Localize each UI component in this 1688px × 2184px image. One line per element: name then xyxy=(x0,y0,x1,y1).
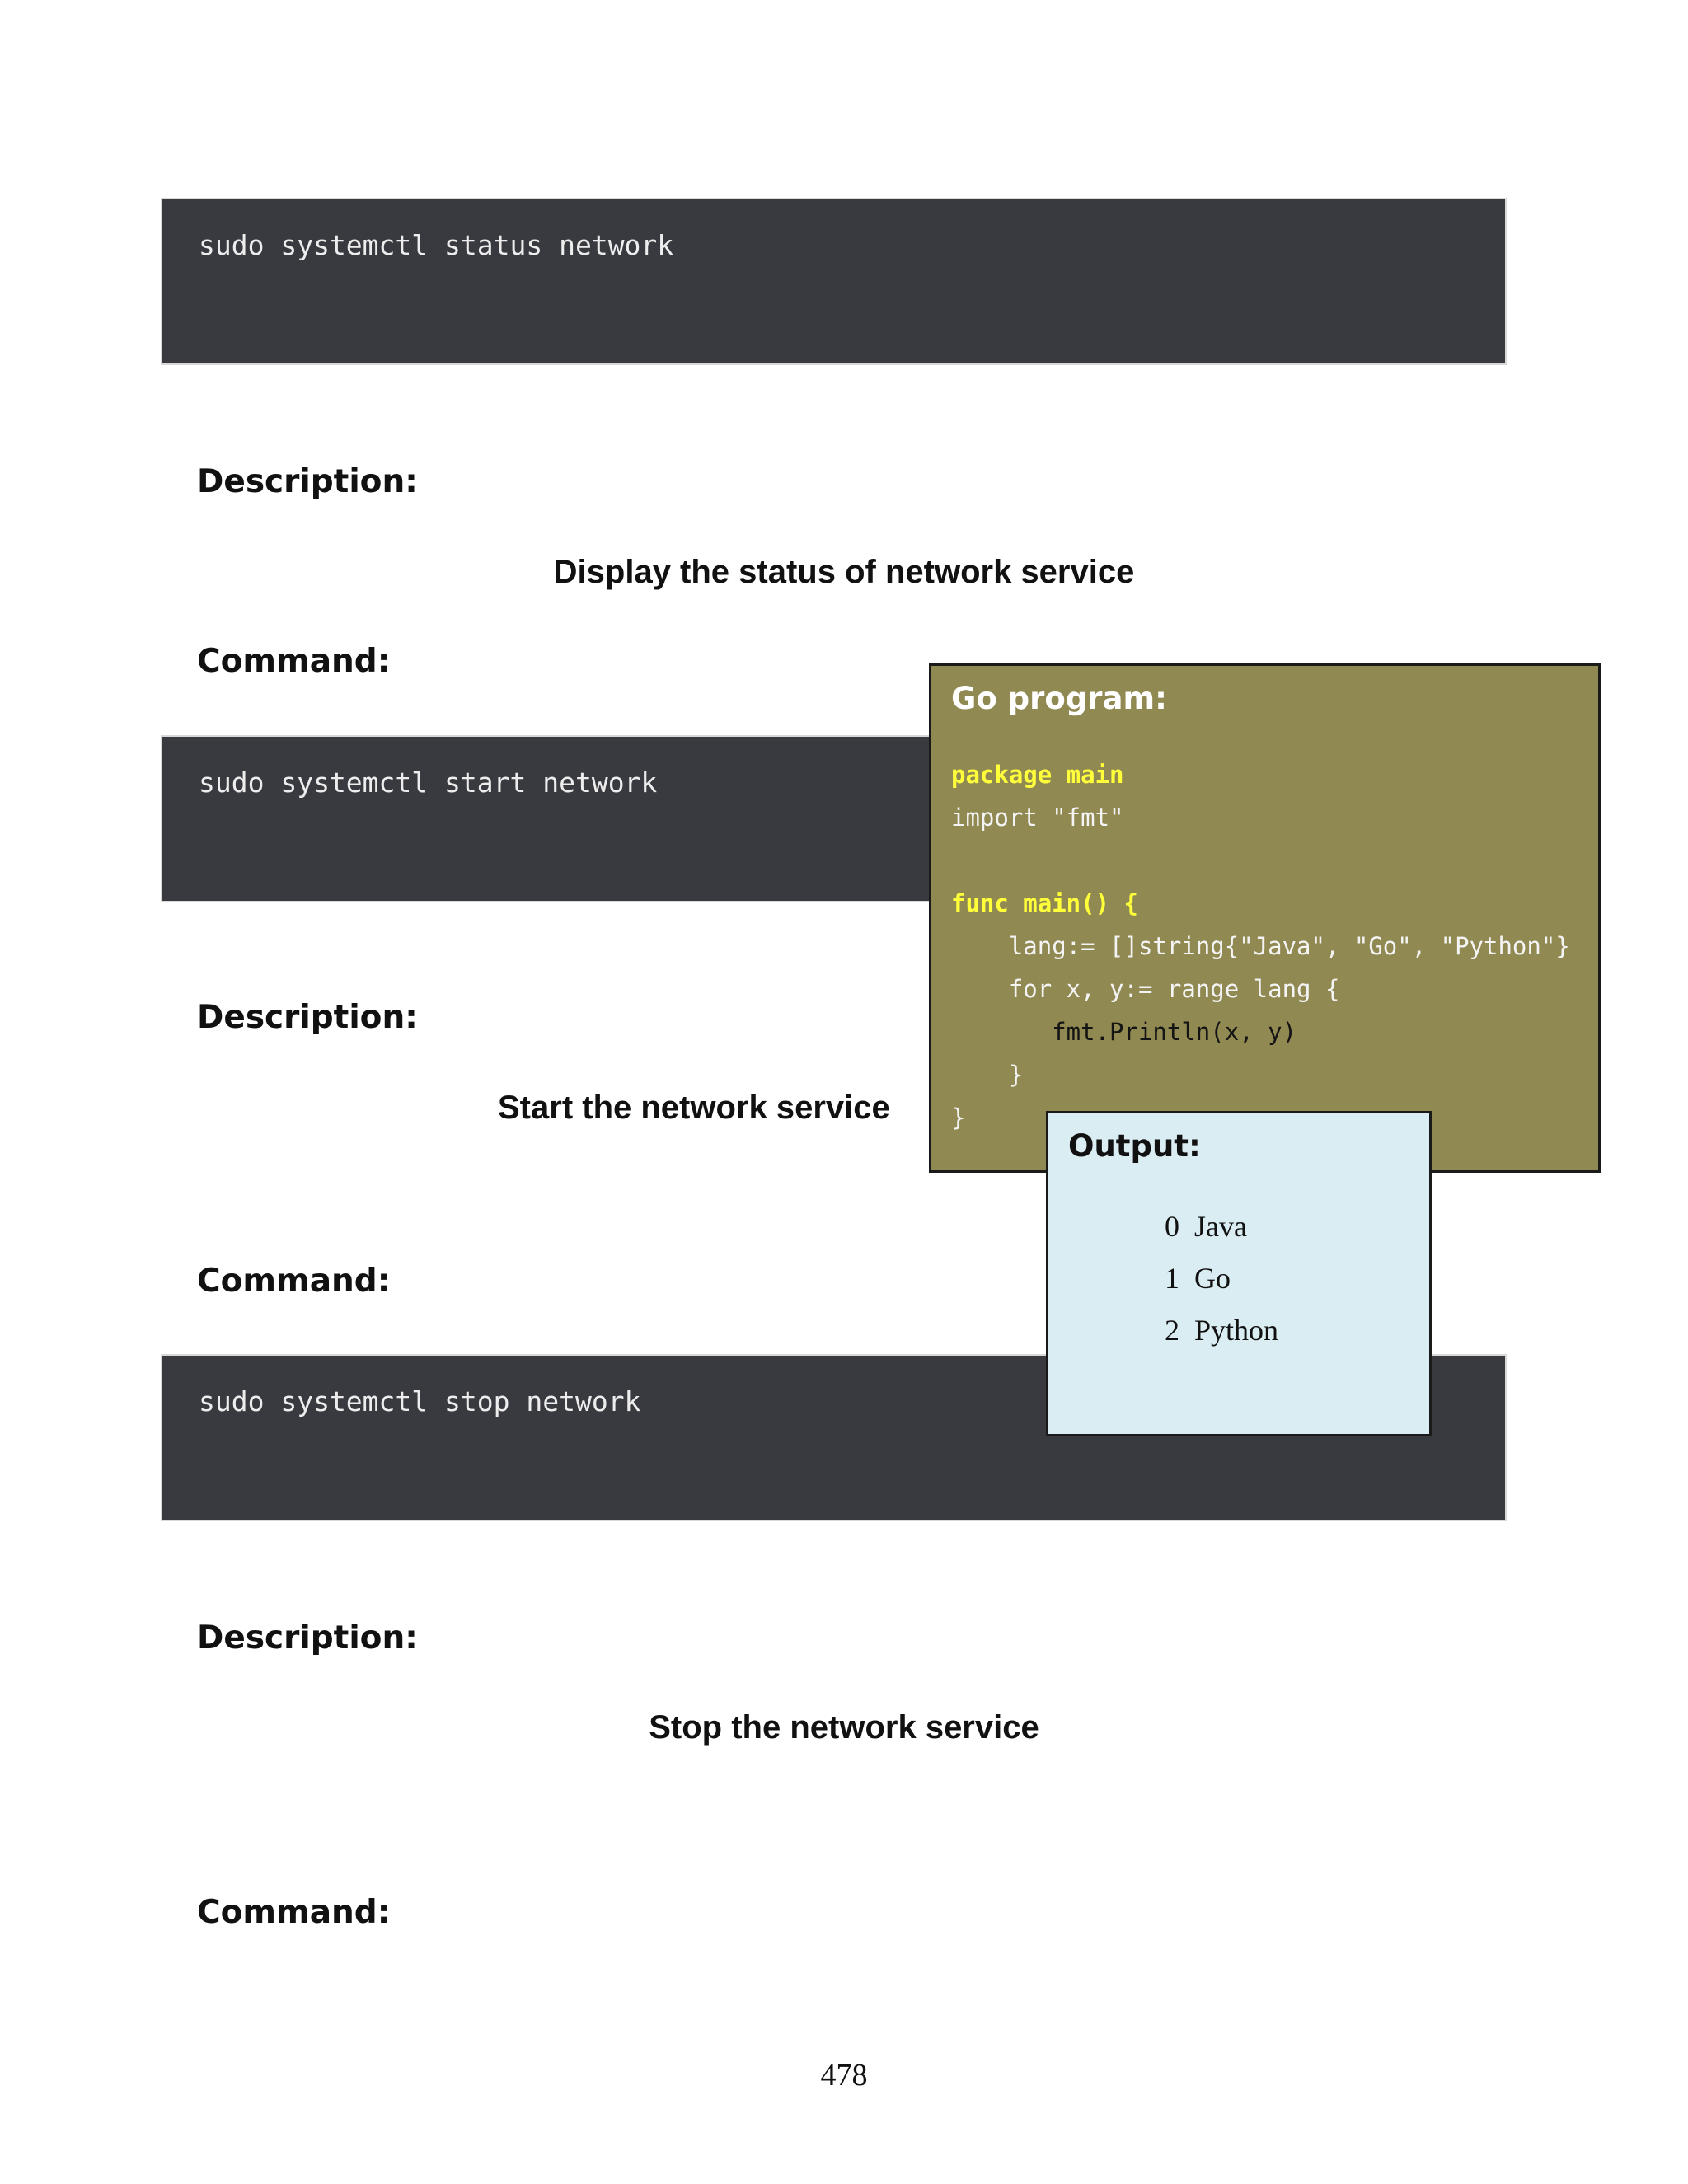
command-block-status xyxy=(161,198,1507,365)
command-label-3: Command: xyxy=(197,1894,391,1931)
go-code-line: } xyxy=(951,1104,966,1132)
go-code-line: import "fmt" xyxy=(951,804,1124,832)
description-label-3: Description: xyxy=(197,1619,418,1657)
description-text-status: Display the status of network service xyxy=(553,554,1135,590)
command-text-status: sudo systemctl status network xyxy=(199,229,674,261)
command-text-start: sudo systemctl start network xyxy=(199,766,658,799)
go-code-line: lang:= []string{"Java", "Go", "Python"} xyxy=(951,932,1570,960)
page-number: 478 xyxy=(820,2058,868,2093)
description-label-2: Description: xyxy=(197,999,418,1036)
go-code-line: } xyxy=(951,1061,1024,1089)
command-text-stop: sudo systemctl stop network xyxy=(199,1385,641,1418)
command-label-2: Command: xyxy=(197,1263,391,1300)
go-code-line: package main xyxy=(951,761,1124,789)
command-label-1: Command: xyxy=(197,643,391,680)
go-code-line: for x, y:= range lang { xyxy=(951,975,1340,1003)
output-title: Output: xyxy=(1068,1128,1201,1164)
description-label-1: Description: xyxy=(197,463,418,500)
description-text-stop: Stop the network service xyxy=(649,1709,1039,1746)
output-box xyxy=(1046,1111,1432,1436)
description-text-start: Start the network service xyxy=(498,1090,890,1126)
output-line: 0 Java xyxy=(1165,1210,1247,1243)
go-code-line: func main() { xyxy=(951,889,1138,917)
go-program-title: Go program: xyxy=(951,681,1167,716)
output-line: 1 Go xyxy=(1165,1262,1231,1295)
go-program-box xyxy=(929,663,1601,1173)
output-line: 2 Python xyxy=(1165,1314,1279,1347)
go-code-line: fmt.Println(x, y) xyxy=(951,1018,1297,1046)
